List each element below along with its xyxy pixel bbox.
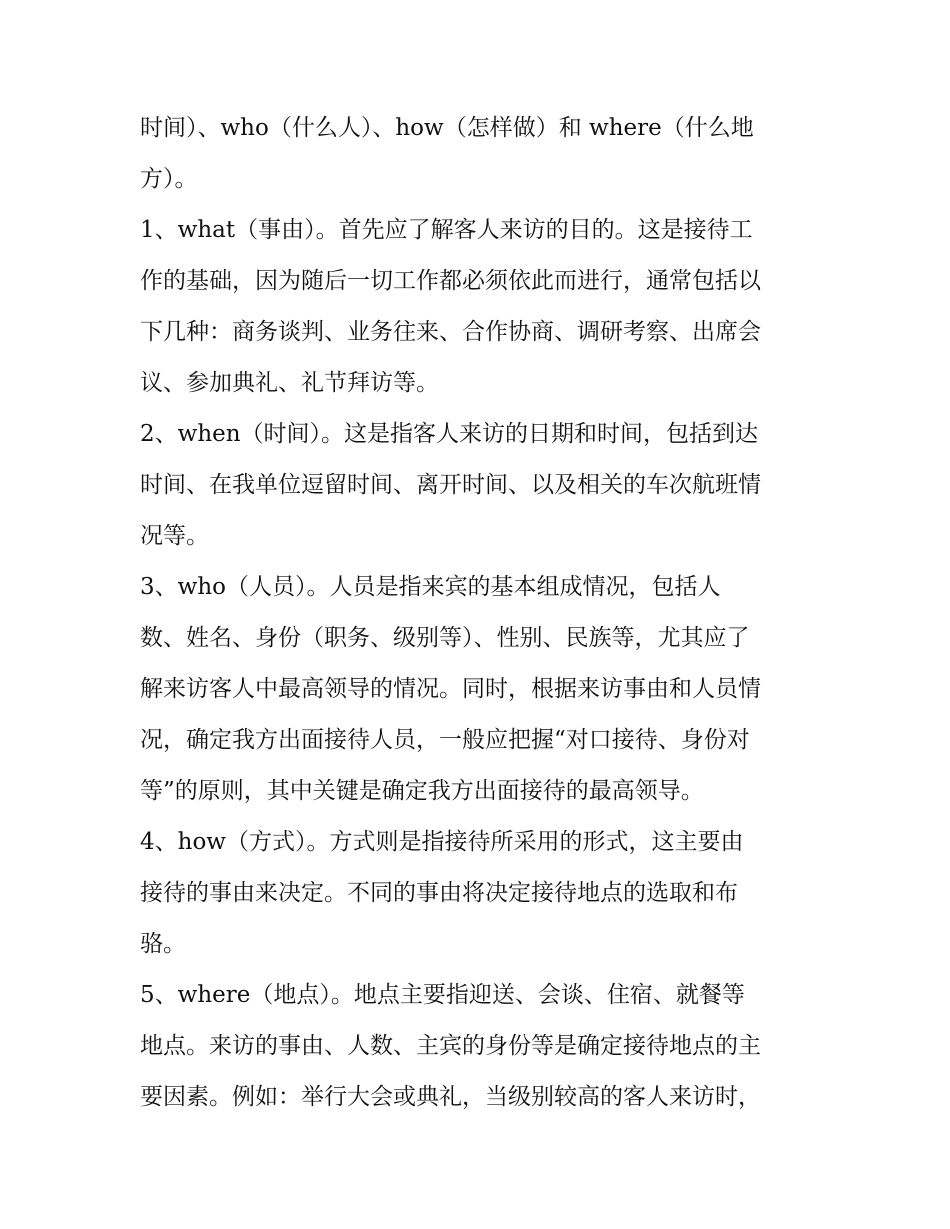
text-line: 时间）、who（什么人）、how（怎样做）和 where（什么地 bbox=[140, 115, 754, 141]
text-line: 等”的原则，其中关键是确定我方出面接待的最高领导。 bbox=[140, 778, 704, 804]
text-line: 议、参加典礼、礼节拜访等。 bbox=[140, 370, 439, 396]
text-line: 况，确定我方出面接待人员，一般应把握“对口接待、身份对 bbox=[140, 727, 750, 753]
text-line: 方）。 bbox=[140, 166, 198, 192]
text-line: 下几种：商务谈判、业务往来、合作协商、调研考察、出席会 bbox=[140, 319, 761, 345]
text-line: 解来访客人中最高领导的情况。同时，根据来访事由和人员情 bbox=[140, 676, 761, 702]
text-line: 数、姓名、身份（职务、级别等）、性别、民族等，尤其应了 bbox=[140, 625, 750, 651]
text-line: 3、who（人员）。人员是指来宾的基本组成情况，包括人 bbox=[140, 574, 721, 600]
text-line: 况等。 bbox=[140, 523, 209, 549]
body-text bbox=[140, 103, 812, 1123]
text-line: 要因素。例如：举行大会或典礼，当级别较高的客人来访时， bbox=[140, 1084, 761, 1110]
text-line: 地点。来访的事由、人数、主宾的身份等是确定接待地点的主 bbox=[140, 1033, 761, 1059]
text-line: 作的基础，因为随后一切工作都必须依此而进行，通常包括以 bbox=[140, 268, 761, 294]
text-line: 5、where（地点）。地点主要指迎送、会谈、住宿、就餐等 bbox=[140, 982, 745, 1008]
text-line: 时间、在我单位逗留时间、离开时间、以及相关的车次航班情 bbox=[140, 472, 761, 498]
text-line: 4、how（方式）。方式则是指接待所采用的形式，这主要由 bbox=[140, 829, 744, 855]
text-line: 骆。 bbox=[140, 931, 186, 957]
text-line: 2、when（时间）。这是指客人来访的日期和时间，包括到达 bbox=[140, 421, 759, 447]
text-line: 接待的事由来决定。不同的事由将决定接待地点的选取和布 bbox=[140, 880, 738, 906]
text-line: 1、what（事由）。首先应了解客人来访的目的。这是接待工 bbox=[140, 217, 753, 243]
